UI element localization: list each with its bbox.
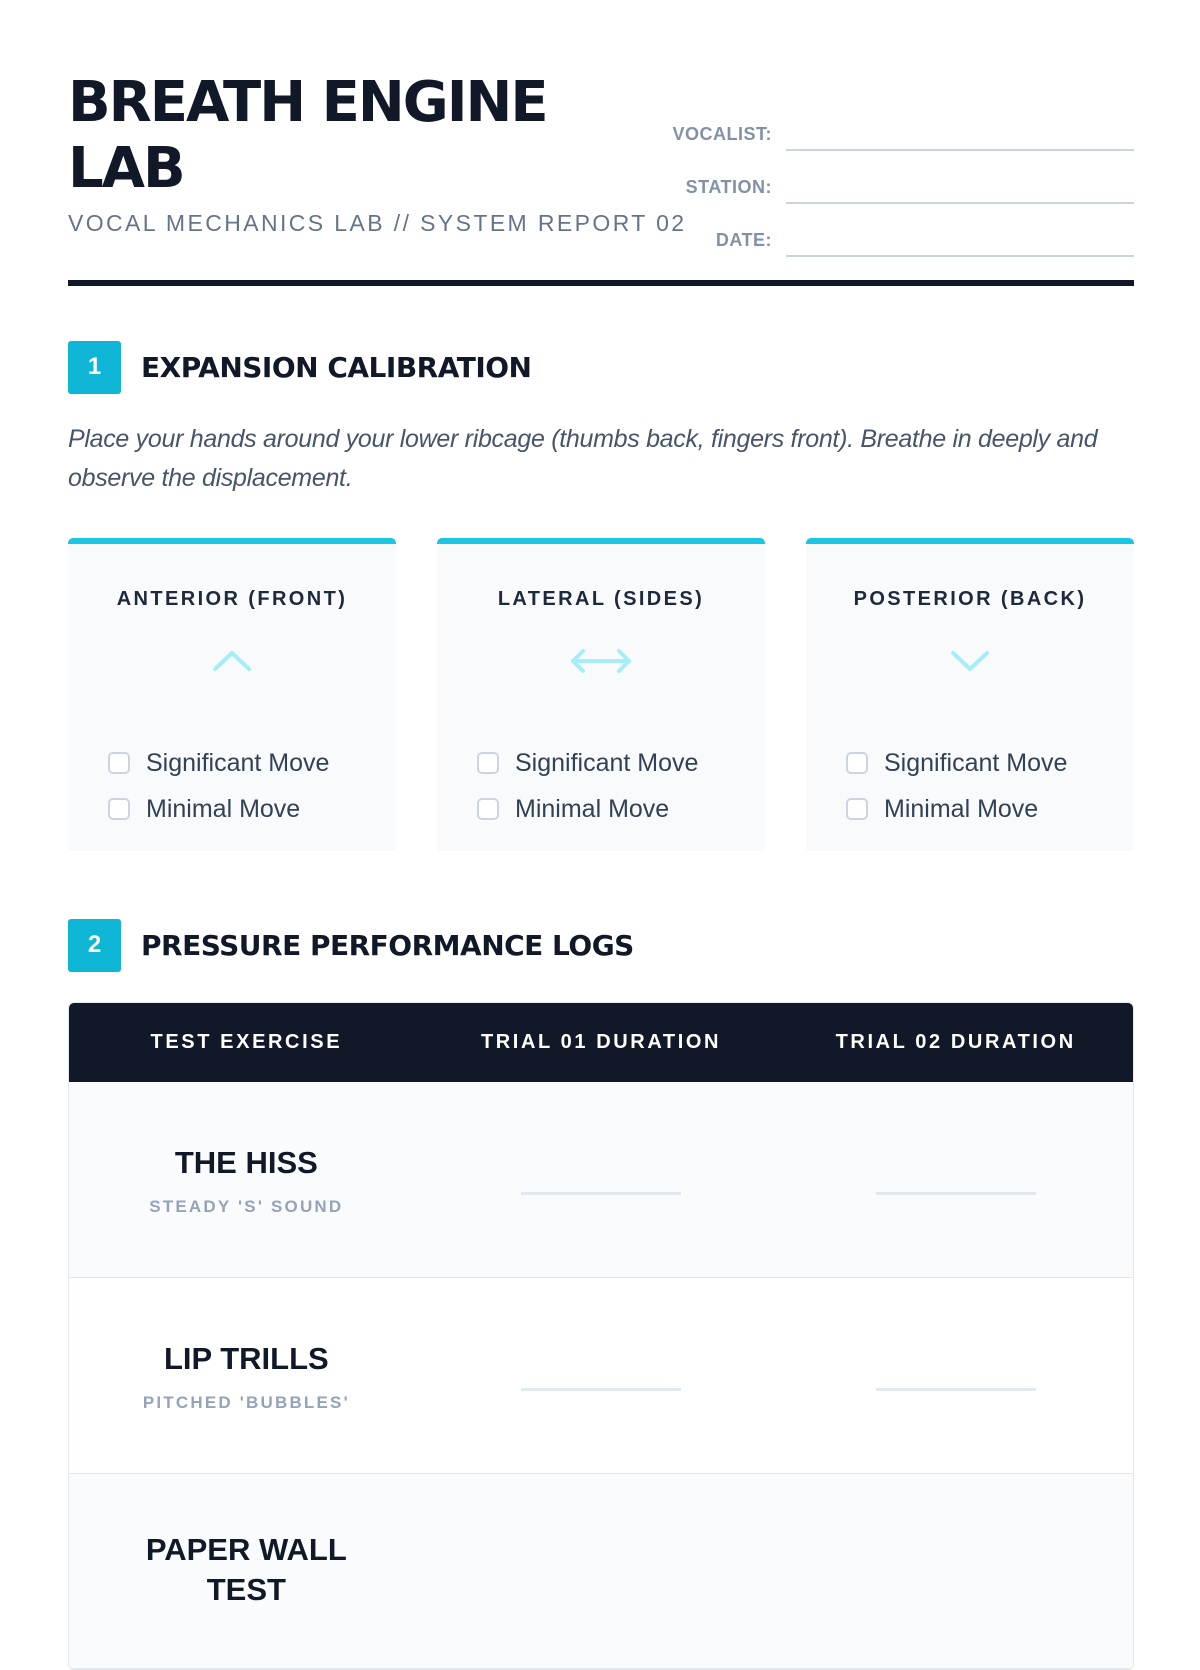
option-label: Minimal Move: [884, 794, 1039, 823]
trial-01-cell: [424, 1164, 779, 1195]
expansion-calibration-section: [68, 340, 1134, 851]
table-row: [69, 1474, 1133, 1669]
option-label: Minimal Move: [146, 794, 301, 823]
option-label: Significant Move: [884, 748, 1068, 777]
exercise-name: PAPER WALL TEST: [145, 1532, 347, 1607]
station-label: STATION:: [685, 177, 772, 197]
exercise-name: THE HISS: [174, 1144, 318, 1180]
calibration-card-anterior: [68, 538, 396, 851]
calibration-card-posterior: [806, 538, 1134, 851]
calibration-card-lateral: [437, 538, 765, 851]
option-label: Minimal Move: [515, 794, 670, 823]
exercise-cell: [69, 1143, 424, 1217]
checkbox-group: [108, 740, 329, 832]
section-heading: [68, 918, 1134, 972]
date-field[interactable]: [786, 221, 1134, 257]
performance-log-table: [68, 1002, 1134, 1670]
trial-02-cell: [778, 1360, 1133, 1391]
station-field[interactable]: [786, 168, 1134, 204]
option-minimal-move[interactable]: [108, 786, 329, 832]
exercise-cell: [69, 1339, 424, 1413]
option-significant-move[interactable]: [477, 740, 698, 786]
section-number-badge: 1: [68, 341, 121, 394]
card-title: ANTERIOR (FRONT): [116, 588, 348, 610]
card-title: POSTERIOR (BACK): [853, 588, 1087, 610]
trial-01-cell: [424, 1360, 779, 1391]
option-significant-move[interactable]: [108, 740, 329, 786]
chevron-down-icon: [935, 641, 1005, 681]
option-significant-move[interactable]: [846, 740, 1067, 786]
column-header-trial-02: TRIAL 02 DURATION: [835, 1031, 1076, 1053]
exercise-name: LIP TRILLS: [163, 1340, 329, 1376]
double-arrow-horizontal-icon: [566, 641, 636, 681]
trial-01-input[interactable]: [521, 1360, 681, 1391]
column-header-trial-01: TRIAL 01 DURATION: [480, 1031, 722, 1053]
checkbox-group: [477, 740, 698, 832]
option-minimal-move[interactable]: [846, 786, 1067, 832]
header-divider: [68, 280, 1134, 286]
checkbox[interactable]: [477, 798, 499, 820]
checkbox[interactable]: [846, 752, 868, 774]
exercise-description: STEADY 'S' SOUND: [149, 1196, 344, 1216]
option-minimal-move[interactable]: [477, 786, 698, 832]
date-field-row: [668, 204, 1134, 257]
option-label: Significant Move: [146, 748, 330, 777]
checkbox[interactable]: [846, 798, 868, 820]
checkbox[interactable]: [108, 752, 130, 774]
report-header: [68, 0, 1134, 290]
page-title: BREATH ENGINE LAB: [68, 70, 547, 201]
checkbox[interactable]: [477, 752, 499, 774]
table-row: [69, 1082, 1133, 1278]
station-field-row: [668, 151, 1134, 204]
exercise-description: PITCHED 'BUBBLES': [142, 1392, 350, 1412]
section-instructions: Place your hands around your lower ribcage (thumbs back, fingers front). Breathe in deeply and observe the displacement.: [68, 425, 1098, 492]
section-title: EXPANSION CALIBRATION: [141, 350, 532, 384]
vocalist-field[interactable]: [786, 115, 1134, 151]
vocalist-label: VOCALIST:: [672, 124, 772, 144]
calibration-cards: [68, 538, 1134, 851]
vocalist-field-row: [668, 98, 1134, 151]
table-row: [69, 1278, 1133, 1474]
page-subtitle: VOCAL MECHANICS LAB // SYSTEM REPORT 02: [68, 210, 687, 236]
checkbox[interactable]: [108, 798, 130, 820]
trial-02-cell: [778, 1164, 1133, 1195]
checkbox-group: [846, 740, 1067, 832]
exercise-cell: [69, 1530, 424, 1610]
trial-02-input[interactable]: [876, 1360, 1036, 1391]
section-title: PRESSURE PERFORMANCE LOGS: [141, 928, 634, 962]
trial-01-input[interactable]: [521, 1164, 681, 1195]
date-label: DATE:: [715, 230, 772, 250]
pressure-performance-section: [68, 918, 1134, 1670]
header-fields: [668, 98, 1134, 257]
section-number-badge: 2: [68, 919, 121, 972]
chevron-up-icon: [197, 641, 267, 681]
option-label: Significant Move: [515, 748, 699, 777]
card-title: LATERAL (SIDES): [497, 588, 705, 610]
column-header-exercise: TEST EXERCISE: [150, 1031, 343, 1053]
trial-02-input[interactable]: [876, 1164, 1036, 1195]
table-header: [69, 1003, 1133, 1082]
section-heading: [68, 340, 1134, 394]
worksheet-page: [68, 0, 1134, 1607]
